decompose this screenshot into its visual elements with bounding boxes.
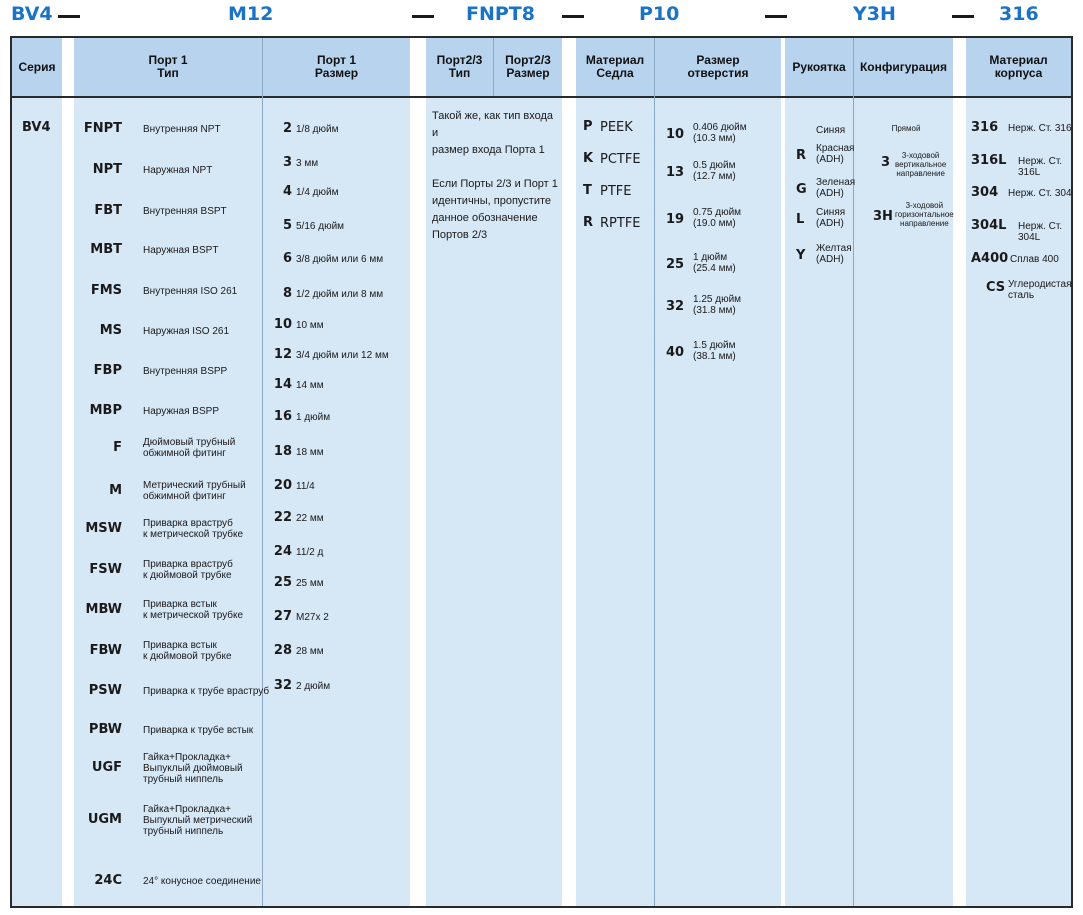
port1-type-code: FBP bbox=[93, 363, 122, 378]
col-gap bbox=[62, 38, 74, 906]
header-configuration: Конфигурация bbox=[854, 38, 953, 96]
port1-type-code: FBT bbox=[94, 203, 122, 218]
code-dash bbox=[952, 15, 974, 18]
orifice-size-code: 25 bbox=[666, 257, 685, 272]
body-material-desc: Нерж. Ст. 304L bbox=[1018, 221, 1063, 243]
port1-size-code: 32 bbox=[273, 678, 292, 693]
body-material-desc: Сплав 400 bbox=[1010, 254, 1059, 265]
port1-type-desc: Внутренняя BSPP bbox=[143, 365, 228, 377]
port1-size-desc: 1 дюйм bbox=[296, 412, 331, 423]
seat-material-code: P bbox=[583, 119, 593, 134]
port1-type-code: MBP bbox=[89, 403, 122, 418]
body-material-code: 316 bbox=[971, 120, 999, 135]
orifice-size-desc: 0.75 дюйм (19.0 мм) bbox=[693, 207, 742, 229]
port1-size-code: 14 bbox=[273, 377, 292, 392]
configuration-desc: 3-ходовой вертикальное направление bbox=[895, 151, 947, 178]
col-series bbox=[12, 38, 62, 906]
handle-desc: Желтая (ADH) bbox=[816, 243, 852, 265]
header-series: Серия bbox=[12, 38, 62, 96]
header-body-material: Материал корпуса bbox=[966, 38, 1071, 96]
code-seat-orifice: P10 bbox=[639, 3, 680, 25]
port1-type-desc: Наружная BSPP bbox=[143, 405, 219, 417]
port1-type-desc: Приварка к трубе встык bbox=[143, 724, 254, 736]
configuration-code: 3 bbox=[881, 155, 891, 170]
port1-size-desc: 28 мм bbox=[296, 646, 324, 657]
body-material-desc: Нерж. Ст. 304 bbox=[1008, 188, 1072, 199]
code-dash bbox=[58, 15, 80, 18]
body-material-desc: Нерж. Ст. 316 bbox=[1008, 123, 1072, 134]
port1-size-desc: 3 мм bbox=[296, 158, 319, 169]
header-port1-type: Порт 1 Тип bbox=[74, 38, 262, 96]
header-port23-type: Порт2/3 Тип bbox=[426, 38, 493, 96]
port1-type-code: M bbox=[109, 483, 122, 498]
seat-material-desc: RPTFE bbox=[600, 216, 641, 231]
handle-code: G bbox=[796, 182, 807, 197]
seat-material-desc: PEEK bbox=[600, 120, 633, 135]
port1-size-code: 25 bbox=[273, 575, 292, 590]
handle-desc: Зеленая (ADH) bbox=[816, 177, 856, 199]
column-divider bbox=[493, 38, 494, 96]
code-body: 316 bbox=[999, 3, 1039, 25]
code-dash bbox=[562, 15, 584, 18]
body-material-desc: Нерж. Ст. 316L bbox=[1018, 156, 1063, 178]
port1-size-desc: 25 мм bbox=[296, 578, 324, 589]
header-port23-size: Порт2/3 Размер bbox=[494, 38, 562, 96]
orifice-size-code: 32 bbox=[666, 299, 685, 314]
handle-desc: Синяя bbox=[816, 125, 846, 136]
port1-size-code: 3 bbox=[282, 155, 292, 170]
port1-size-desc: 11/2 д bbox=[296, 547, 324, 558]
port1-type-desc: Приварка встык к метрической трубке bbox=[143, 599, 244, 621]
port1-size-desc: 1/8 дюйм bbox=[296, 124, 339, 135]
code-port1: M12 bbox=[228, 3, 274, 25]
body-material-code: 304L bbox=[971, 218, 1007, 233]
port1-type-desc: Приварка к трубе враструб bbox=[143, 685, 270, 697]
port1-type-code: FMS bbox=[90, 283, 122, 298]
handle-code: L bbox=[796, 212, 805, 227]
configuration-desc: Прямой bbox=[891, 124, 921, 133]
port1-size-desc: M27x 2 bbox=[296, 612, 329, 623]
port1-size-code: 4 bbox=[282, 184, 292, 199]
port1-type-desc: Приварка встык к дюймовой трубке bbox=[143, 640, 232, 662]
orifice-size-desc: 0.406 дюйм (10.3 мм) bbox=[693, 122, 747, 144]
port1-type-code: MSW bbox=[85, 521, 122, 536]
port1-size-desc: 3/4 дюйм или 12 мм bbox=[296, 350, 389, 361]
header-divider bbox=[10, 96, 1073, 98]
code-dash bbox=[765, 15, 787, 18]
body-material-code: 304 bbox=[971, 185, 999, 200]
seat-material-code: K bbox=[583, 151, 594, 166]
port1-type-code: FBW bbox=[89, 643, 122, 658]
port1-type-desc: Гайка+Прокладка+ Выпуклый метрический трубный ниппель bbox=[143, 803, 253, 837]
port1-size-code: 27 bbox=[273, 609, 292, 624]
port1-size-desc: 18 мм bbox=[296, 447, 324, 458]
port1-type-desc: Приварка враструб к метрической трубке bbox=[143, 518, 244, 540]
col-gap bbox=[953, 38, 966, 906]
seat-material-desc: PCTFE bbox=[600, 152, 641, 167]
orifice-size-code: 10 bbox=[666, 127, 685, 142]
port1-size-desc: 3/8 дюйм или 6 мм bbox=[296, 254, 384, 265]
seat-material-desc: PTFE bbox=[600, 184, 632, 199]
port1-type-code: MS bbox=[99, 323, 122, 338]
port1-type-code: PSW bbox=[88, 683, 122, 698]
port1-size-desc: 1/2 дюйм или 8 мм bbox=[296, 289, 384, 300]
handle-code: R bbox=[796, 148, 807, 163]
port1-type-desc: Дюймовый трубный обжимной фитинг bbox=[143, 437, 236, 459]
orifice-size-desc: 1.25 дюйм (31.8 мм) bbox=[693, 294, 742, 316]
orifice-size-desc: 1 дюйм (25.4 мм) bbox=[693, 252, 736, 274]
code-dash bbox=[412, 15, 434, 18]
port1-size-code: 18 bbox=[273, 444, 292, 459]
port1-size-code: 28 bbox=[273, 643, 292, 658]
port1-size-code: 20 bbox=[273, 478, 292, 493]
port1-size-desc: 5/16 дюйм bbox=[296, 221, 345, 232]
seat-material-code: R bbox=[583, 215, 594, 230]
orifice-size-desc: 1.5 дюйм (38.1 мм) bbox=[693, 340, 736, 362]
port1-type-code: NPT bbox=[92, 162, 122, 177]
body-material-code: A400 bbox=[971, 251, 1009, 266]
port1-type-code: PBW bbox=[88, 722, 122, 737]
port1-size-desc: 22 мм bbox=[296, 513, 324, 524]
port1-size-desc: 10 мм bbox=[296, 320, 324, 331]
header-orifice-size: Размер отверстия bbox=[655, 38, 781, 96]
port1-type-desc: Наружная NPT bbox=[143, 164, 213, 176]
configuration-code: 3H bbox=[873, 209, 893, 224]
port1-type-desc: Наружная BSPT bbox=[143, 244, 219, 256]
port1-size-code: 2 bbox=[282, 121, 292, 136]
port1-size-desc: 1/4 дюйм bbox=[296, 187, 339, 198]
port1-type-code: F bbox=[113, 440, 122, 455]
col-gap bbox=[562, 38, 576, 906]
column-divider bbox=[262, 38, 263, 906]
seat-material-code: T bbox=[583, 183, 592, 198]
port23-note: Такой же, как тип входа и размер входа Порта 1 Если Порты 2/3 и Порт 1 идентичны, пропустите данное обозначение Портов 2/3 bbox=[432, 110, 558, 241]
port1-type-desc: Внутренняя BSPT bbox=[143, 205, 227, 217]
header-port1-size: Порт 1 Размер bbox=[263, 38, 410, 96]
port1-type-code: MBW bbox=[85, 602, 122, 617]
column-divider bbox=[654, 38, 655, 906]
port1-size-code: 22 bbox=[273, 510, 292, 525]
port1-size-code: 10 bbox=[273, 317, 292, 332]
orifice-size-code: 40 bbox=[666, 345, 685, 360]
port1-size-code: 6 bbox=[282, 251, 292, 266]
port1-type-code: UGM bbox=[87, 812, 122, 827]
port1-type-code: MBT bbox=[90, 242, 122, 257]
header-handle: Рукоятка bbox=[785, 38, 853, 96]
port1-type-code: FNPT bbox=[83, 121, 122, 136]
port1-size-code: 12 bbox=[273, 347, 292, 362]
body-material-desc: Углеродистая сталь bbox=[1008, 279, 1072, 301]
port1-type-desc: Приварка враструб к дюймовой трубке bbox=[143, 559, 233, 581]
configuration-desc: 3-ходовой горизонтальное направление bbox=[895, 201, 954, 228]
port1-size-code: 8 bbox=[282, 286, 292, 301]
body-material-code: 316L bbox=[971, 153, 1007, 168]
model-code-row bbox=[0, 0, 1083, 34]
port1-type-desc: Внутренняя ISO 261 bbox=[143, 285, 238, 297]
code-handle-config: Y3H bbox=[853, 3, 896, 25]
port1-size-code: 5 bbox=[282, 218, 292, 233]
port1-size-code: 24 bbox=[273, 544, 292, 559]
port1-type-desc: Метрический трубный обжимной фитинг bbox=[143, 480, 246, 502]
port1-type-code: FSW bbox=[89, 562, 122, 577]
orifice-size-desc: 0.5 дюйм (12.7 мм) bbox=[693, 160, 736, 182]
port1-type-code: 24C bbox=[94, 873, 122, 888]
orifice-size-code: 19 bbox=[666, 212, 685, 227]
code-series: BV4 bbox=[11, 3, 53, 25]
port1-size-code: 16 bbox=[273, 409, 292, 424]
handle-code: Y bbox=[796, 248, 806, 263]
port1-type-desc: Наружная ISO 261 bbox=[143, 325, 230, 337]
port1-type-desc: Гайка+Прокладка+ Выпуклый дюймовый трубный ниппель bbox=[143, 751, 243, 785]
port1-type-desc: 24° конусное соединение bbox=[143, 875, 261, 887]
port1-size-desc: 2 дюйм bbox=[296, 681, 331, 692]
handle-desc: Синяя (ADH) bbox=[816, 207, 846, 229]
body-material-code: CS bbox=[986, 280, 1006, 295]
port1-size-desc: 14 мм bbox=[296, 380, 324, 391]
orifice-size-code: 13 bbox=[666, 165, 685, 180]
col-gap bbox=[410, 38, 426, 906]
header-seat-material: Материал Седла bbox=[576, 38, 654, 96]
port1-size-desc: 11/4 bbox=[296, 481, 315, 492]
series-value: BV4 bbox=[22, 120, 51, 135]
handle-desc: Красная (ADH) bbox=[816, 143, 855, 165]
port1-type-code: UGF bbox=[91, 760, 122, 775]
port1-type-desc: Внутренняя NPT bbox=[143, 123, 221, 135]
column-divider bbox=[853, 38, 854, 906]
code-port23: FNPT8 bbox=[466, 3, 535, 25]
